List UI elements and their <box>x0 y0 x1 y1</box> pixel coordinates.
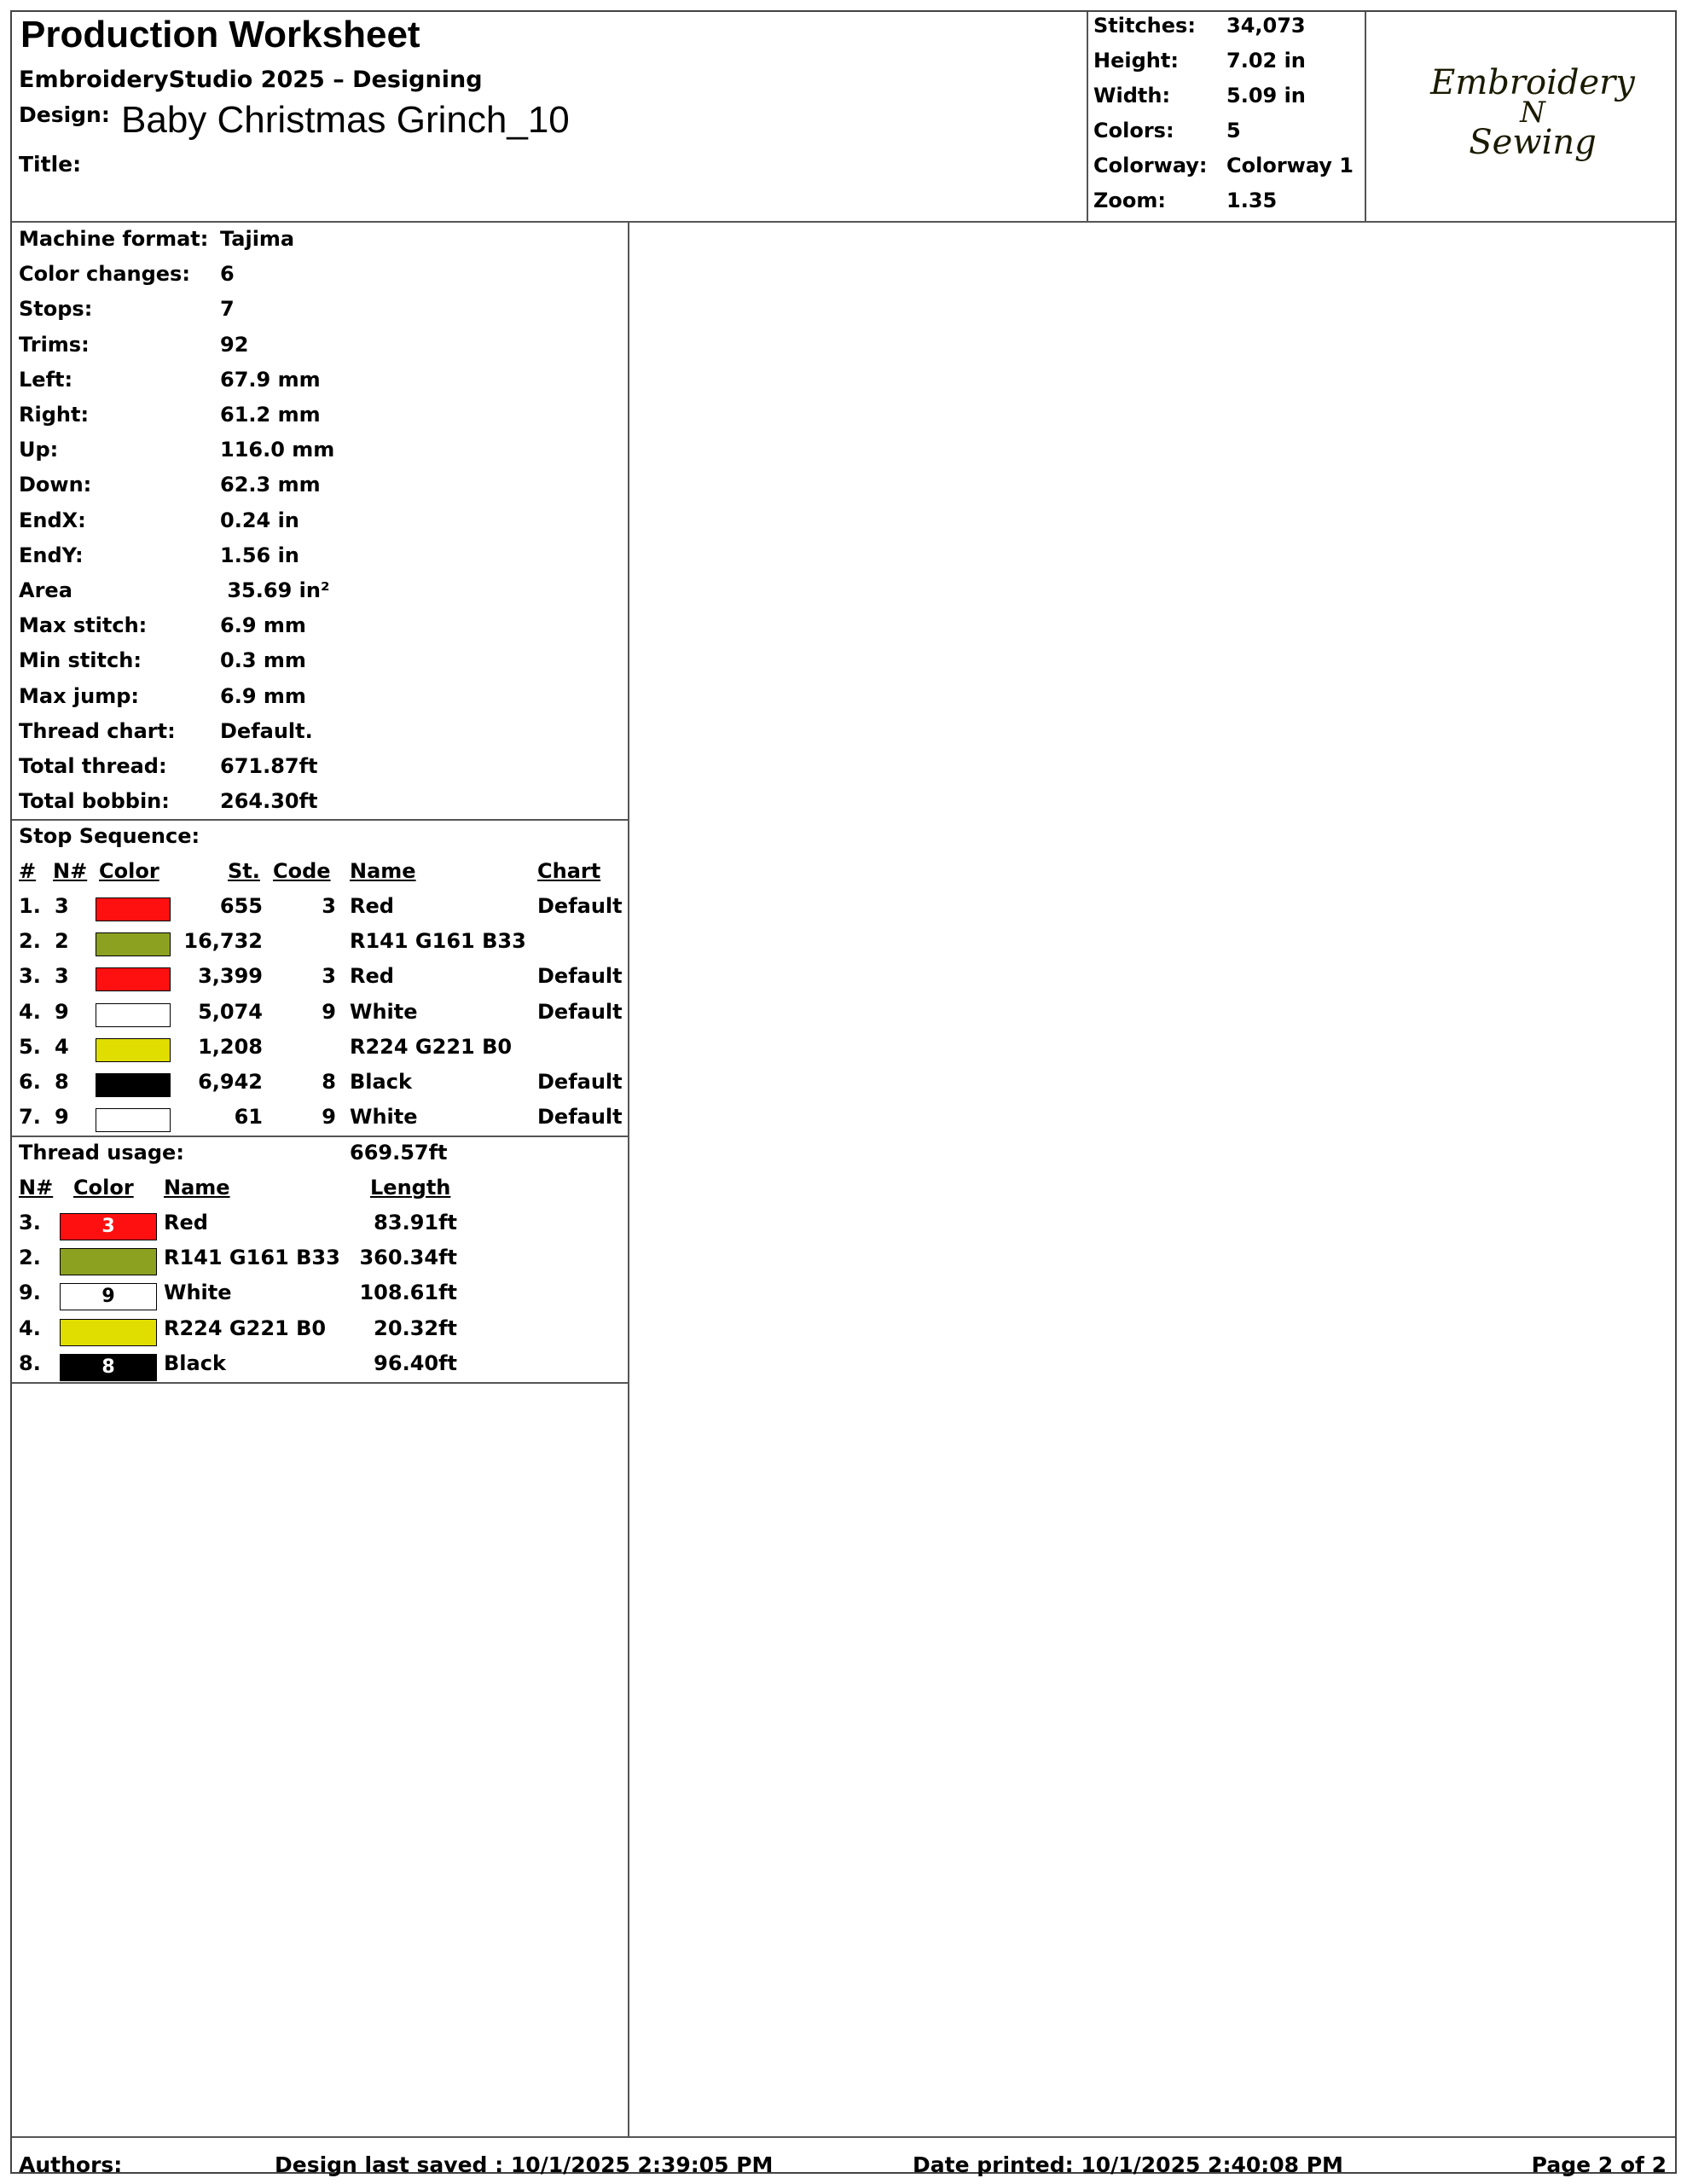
stop-row-chart: Default <box>537 1105 623 1130</box>
machine-info-label: Up: <box>19 438 59 462</box>
stop-row-code: 3 <box>322 964 336 989</box>
machine-info-value: 116.0 mm <box>220 438 335 462</box>
usage-header-length: Length <box>370 1176 451 1199</box>
stop-row-color-swatch <box>96 932 171 956</box>
usage-row-length: 96.40ft <box>374 1350 457 1375</box>
usage-row-name: Black <box>164 1350 226 1375</box>
usage-row-needle: 2. <box>19 1246 41 1270</box>
stop-row-number: 6. <box>19 1070 41 1094</box>
usage-header-name: Name <box>164 1176 230 1199</box>
stop-row-name: R224 G221 B0 <box>350 1034 513 1059</box>
summary-label: Width: <box>1093 84 1171 107</box>
machine-info-label: Right: <box>19 403 90 427</box>
usage-row-name: R224 G221 B0 <box>164 1316 327 1340</box>
stop-row-color-swatch <box>96 1003 171 1027</box>
machine-info-label: Trims: <box>19 332 90 357</box>
usage-row-length: 83.91ft <box>374 1211 457 1234</box>
stop-row-stitches: 1,208 <box>198 1034 263 1059</box>
stops-header-color: Color <box>99 859 159 883</box>
machine-info-value: 62.3 mm <box>220 473 321 497</box>
summary-label: Height: <box>1093 49 1179 73</box>
summary-value: 5.09 in <box>1226 84 1306 107</box>
stop-row-stitches: 5,074 <box>198 999 263 1024</box>
machine-info-label: Area <box>19 578 72 602</box>
machine-info-value: 0.24 in <box>220 508 299 532</box>
machine-info-value: Tajima <box>220 227 295 251</box>
stop-row-color-swatch <box>96 967 171 991</box>
summary-value: 7.02 in <box>1226 49 1306 73</box>
usage-row-length: 108.61ft <box>359 1281 457 1305</box>
summary-value: 1.35 <box>1226 189 1278 212</box>
usage-row-swatch-code: 3 <box>101 1216 115 1237</box>
machine-info-label: EndY: <box>19 543 84 567</box>
header-bottom-line <box>12 221 1675 223</box>
worksheet-page <box>10 10 1677 2177</box>
usage-row-color-swatch <box>60 1354 157 1381</box>
stop-row-needle: 9 <box>55 1105 69 1130</box>
usage-row-color-swatch <box>60 1283 157 1310</box>
stop-row-stitches: 3,399 <box>198 964 263 989</box>
footer-top-line <box>12 2136 1675 2138</box>
usage-row-needle: 4. <box>19 1316 41 1340</box>
summary-left-divider <box>1087 12 1088 222</box>
stop-row-stitches: 6,942 <box>198 1070 263 1094</box>
usage-bottom-line <box>12 1382 629 1384</box>
stop-row-needle: 8 <box>55 1070 69 1094</box>
usage-row-name: R141 G161 B33 <box>164 1246 340 1270</box>
machine-info-value: 264.30ft <box>220 789 318 814</box>
footer-last-saved: Design last saved : 10/1/2025 2:39:05 PM <box>275 2152 774 2177</box>
machine-info-value: 0.3 mm <box>220 648 306 673</box>
stop-row-stitches: 16,732 <box>183 929 263 954</box>
stop-row-number: 1. <box>19 894 41 918</box>
machine-info-value: 61.2 mm <box>220 403 321 427</box>
usage-row-swatch-code: 8 <box>101 1356 115 1378</box>
machine-info-value: Default. <box>220 718 313 743</box>
thread-usage-total: 669.57ft <box>350 1141 448 1165</box>
stop-row-color-swatch <box>96 897 171 921</box>
stop-row-chart: Default <box>537 1070 623 1094</box>
stop-row-color-swatch <box>96 1108 171 1132</box>
machine-bottom-line <box>12 819 629 821</box>
stop-row-number: 7. <box>19 1105 41 1130</box>
machine-info-label: Stops: <box>19 297 93 322</box>
machine-info-value: 6 <box>220 262 235 287</box>
stop-row-number: 2. <box>19 929 41 954</box>
usage-row-color-swatch <box>60 1213 157 1240</box>
stop-row-code: 3 <box>322 894 336 918</box>
stop-row-chart: Default <box>537 999 623 1024</box>
stop-row-color-swatch <box>96 1038 171 1062</box>
summary-value: 5 <box>1226 119 1241 142</box>
stop-row-stitches: 61 <box>234 1105 263 1130</box>
title-label: Title: <box>19 152 82 177</box>
stop-row-needle: 2 <box>55 929 69 954</box>
stop-row-number: 4. <box>19 999 41 1024</box>
stops-header-st: St. <box>228 859 260 883</box>
stop-row-needle: 4 <box>55 1034 69 1059</box>
summary-label: Colorway: <box>1093 154 1208 177</box>
stop-row-stitches: 655 <box>219 894 263 918</box>
stops-header-name: Name <box>350 859 416 883</box>
stop-row-name: White <box>350 999 418 1024</box>
machine-info-label: Max stitch: <box>19 613 148 638</box>
machine-info-label: Total thread: <box>19 754 167 778</box>
usage-row-needle: 8. <box>19 1350 41 1375</box>
machine-info-value: 1.56 in <box>220 543 299 567</box>
stop-row-needle: 3 <box>55 894 69 918</box>
stop-row-name: Red <box>350 894 394 918</box>
stop-row-number: 5. <box>19 1034 41 1059</box>
software-name: EmbroideryStudio 2025 – Designing <box>19 67 483 93</box>
machine-info-value: 67.9 mm <box>220 367 321 392</box>
stop-row-chart: Default <box>537 964 623 989</box>
stop-row-name: Black <box>350 1070 412 1094</box>
summary-label: Colors: <box>1093 119 1174 142</box>
logo-left-divider <box>1365 12 1366 222</box>
stop-row-name: Red <box>350 964 394 989</box>
stops-header-code: Code <box>273 859 331 883</box>
machine-info-value: 35.69 in² <box>220 578 330 602</box>
summary-value: 34,073 <box>1226 14 1306 38</box>
usage-row-name: Red <box>164 1211 208 1234</box>
machine-info-label: Thread chart: <box>19 718 176 743</box>
usage-row-color-swatch <box>60 1319 157 1346</box>
usage-header-n: N# <box>19 1176 54 1199</box>
footer-authors: Authors: <box>19 2152 123 2177</box>
stops-bottom-line <box>12 1136 629 1137</box>
stop-row-needle: 9 <box>55 999 69 1024</box>
summary-label: Zoom: <box>1093 189 1166 212</box>
usage-row-length: 20.32ft <box>374 1316 457 1340</box>
machine-info-label: Machine format: <box>19 227 209 251</box>
stops-header-n: N# <box>53 859 88 883</box>
stops-header-num: # <box>19 859 37 883</box>
usage-row-needle: 9. <box>19 1281 41 1305</box>
thread-usage-title: Thread usage: <box>19 1141 184 1165</box>
stop-row-code: 9 <box>322 1105 336 1130</box>
summary-label: Stitches: <box>1093 14 1196 38</box>
stop-row-chart: Default <box>537 894 623 918</box>
stop-row-name: R141 G161 B33 <box>350 929 526 954</box>
usage-row-length: 360.34ft <box>359 1246 457 1270</box>
machine-info-label: Down: <box>19 473 92 497</box>
usage-row-color-swatch <box>60 1248 157 1275</box>
stop-row-needle: 3 <box>55 964 69 989</box>
logo-line-2: N <box>1520 96 1545 130</box>
summary-value: Colorway 1 <box>1226 154 1354 177</box>
logo-line-3: Sewing <box>1469 123 1597 162</box>
machine-info-label: Color changes: <box>19 262 190 287</box>
stop-row-name: White <box>350 1105 418 1130</box>
machine-info-label: Max jump: <box>19 683 140 708</box>
company-logo <box>1387 65 1678 160</box>
stop-row-color-swatch <box>96 1073 171 1097</box>
machine-info-label: Left: <box>19 367 73 392</box>
footer-date-printed: Date printed: 10/1/2025 2:40:08 PM <box>913 2152 1343 2177</box>
machine-info-value: 92 <box>220 332 249 357</box>
stop-row-number: 3. <box>19 964 41 989</box>
machine-info-value: 671.87ft <box>220 754 318 778</box>
usage-row-swatch-code: 9 <box>101 1286 115 1308</box>
footer-page-number: Page 2 of 2 <box>1531 2152 1667 2177</box>
usage-row-needle: 3. <box>19 1211 41 1234</box>
left-panel-divider <box>628 222 629 2137</box>
page-title: Production Worksheet <box>20 14 420 55</box>
stop-sequence-title: Stop Sequence: <box>19 824 200 848</box>
machine-info-label: Min stitch: <box>19 648 142 673</box>
machine-info-label: Total bobbin: <box>19 789 170 814</box>
logo-line-1: Embroidery <box>1430 63 1635 102</box>
machine-info-label: EndX: <box>19 508 86 532</box>
stops-header-chart: Chart <box>537 859 601 883</box>
design-name: Baby Christmas Grinch_10 <box>121 99 570 141</box>
usage-header-color: Color <box>73 1176 134 1199</box>
machine-info-value: 6.9 mm <box>220 613 306 638</box>
machine-info-value: 6.9 mm <box>220 683 306 708</box>
stop-row-code: 9 <box>322 999 336 1024</box>
usage-row-name: White <box>164 1281 232 1305</box>
machine-info-value: 7 <box>220 297 235 322</box>
design-label: Design: <box>19 102 110 127</box>
stop-row-code: 8 <box>322 1070 336 1094</box>
